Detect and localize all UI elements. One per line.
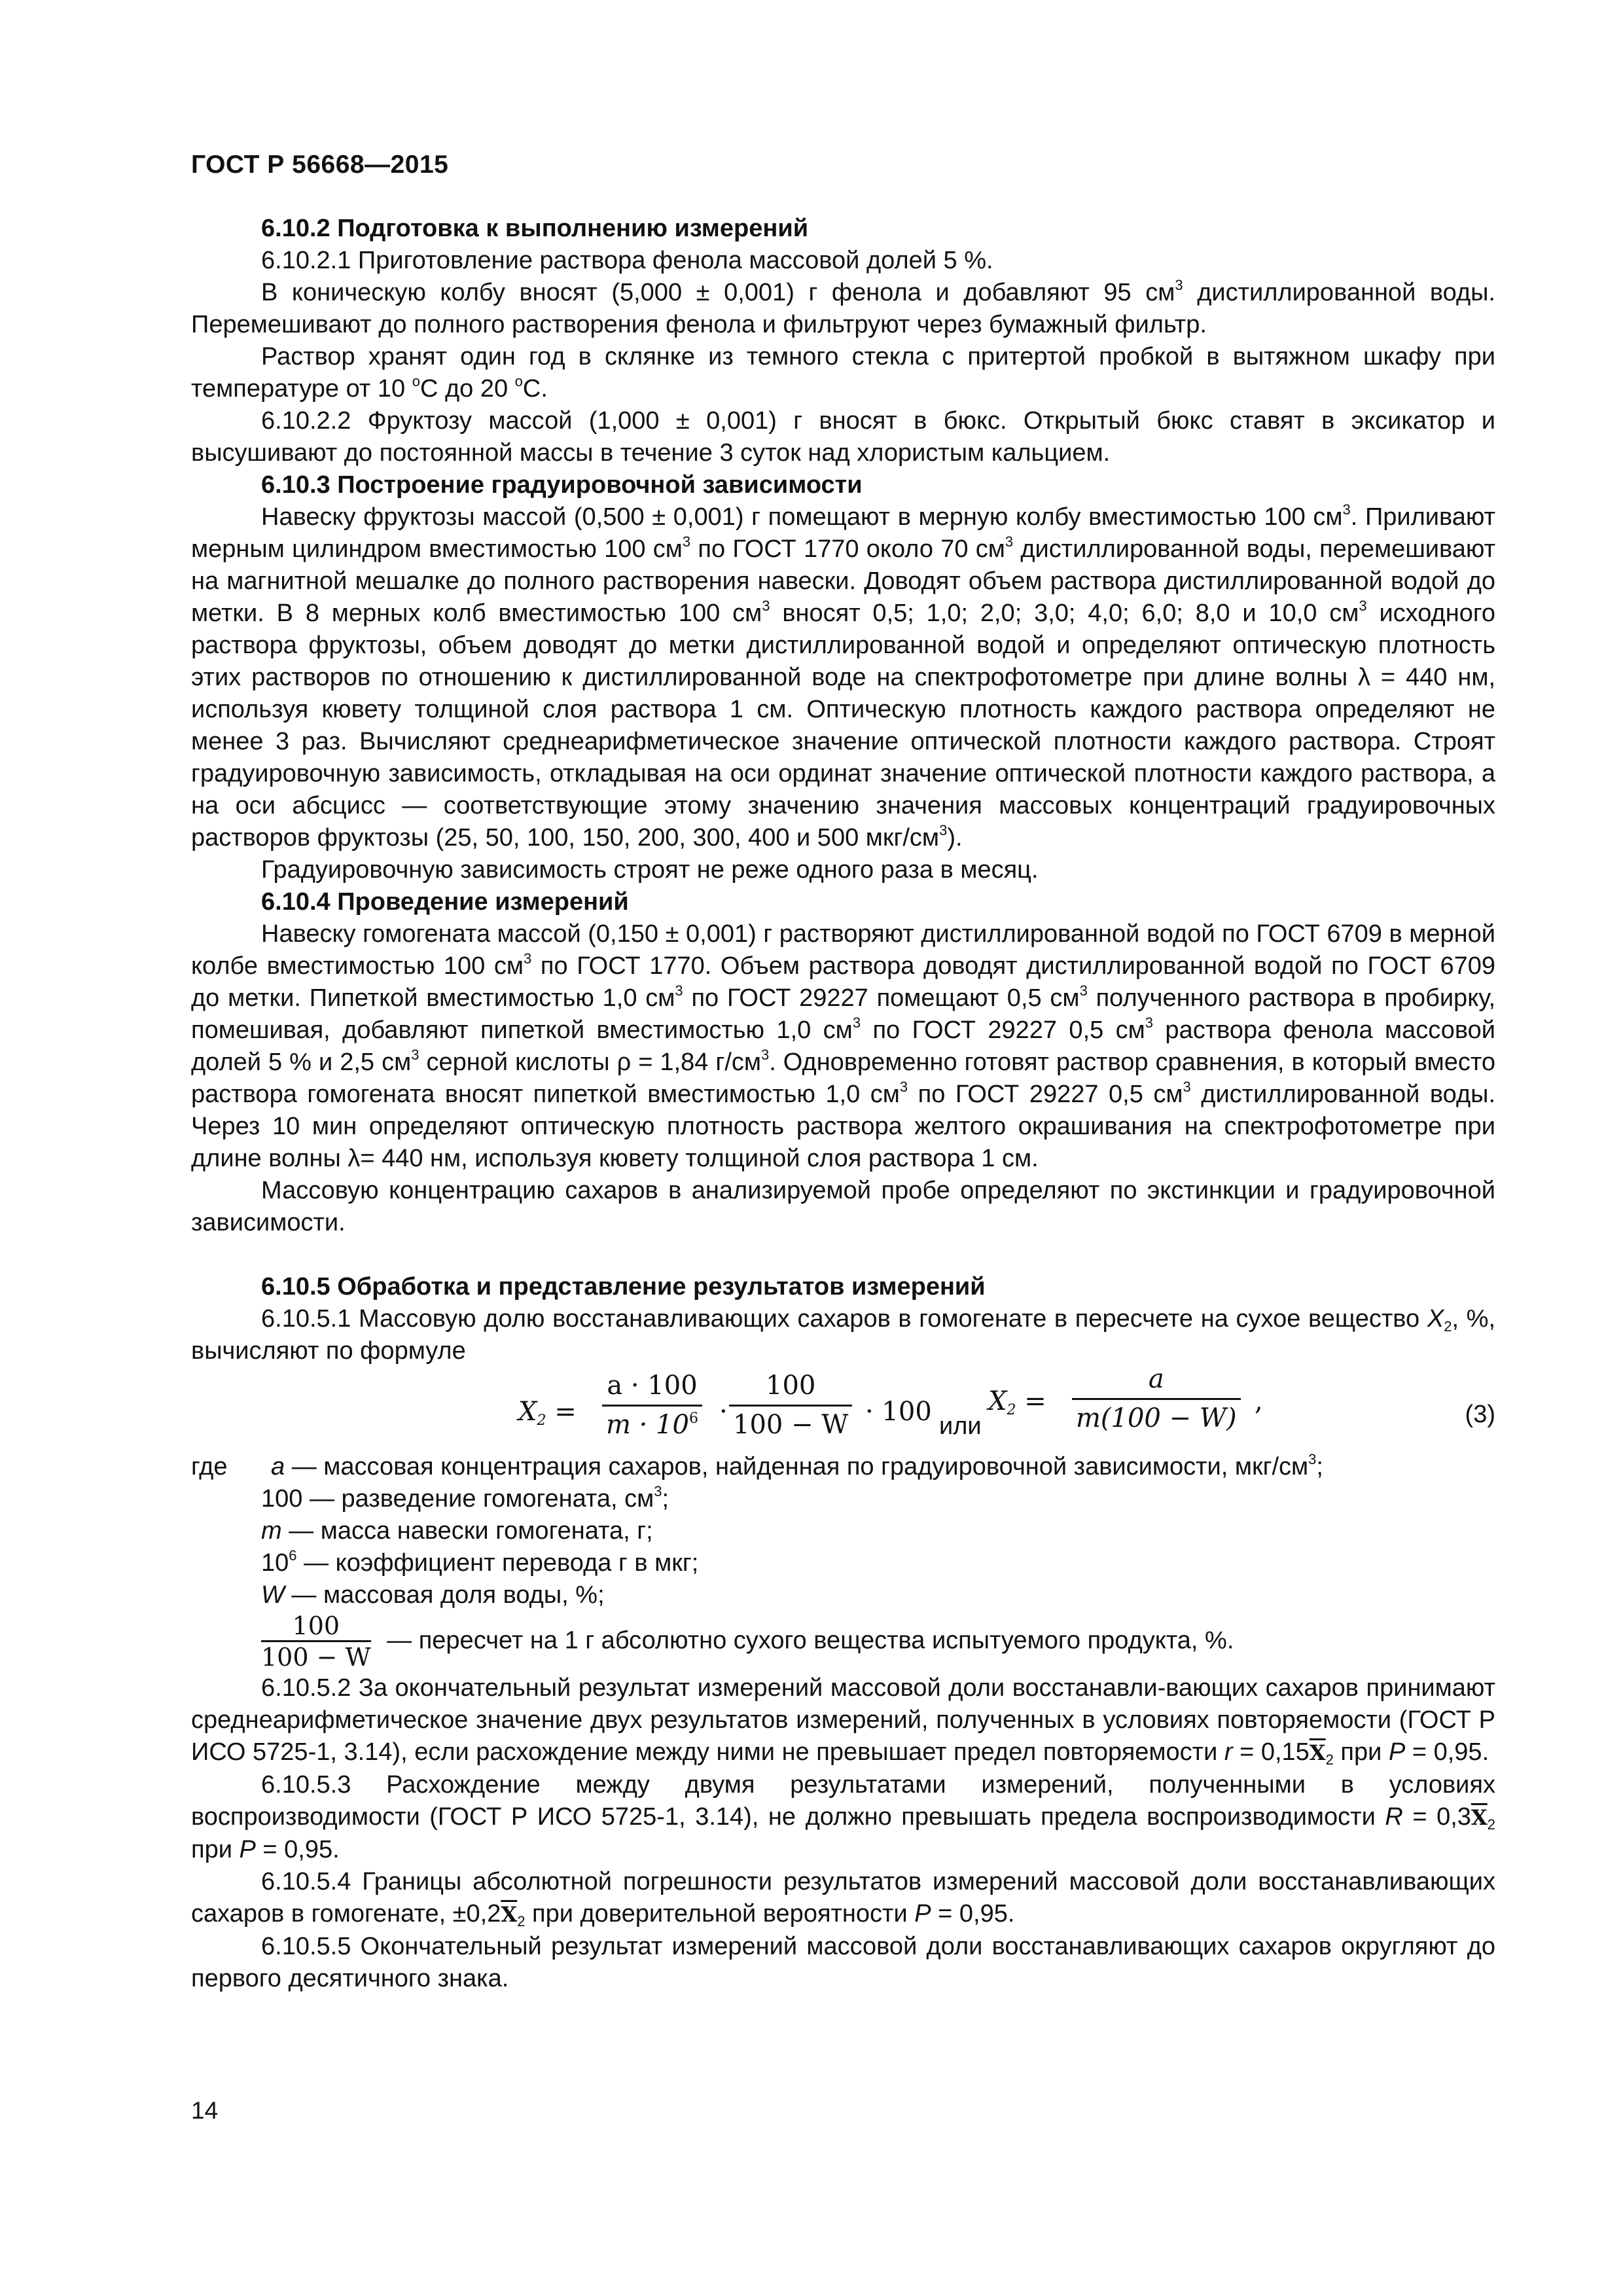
formula-times-100: · 100 xyxy=(865,1397,932,1427)
where-item-w: W — массовая доля воды, %; xyxy=(261,1581,605,1609)
paragraph-calibration: Навеску фруктозы массой (0,500 ± 0,001) г помещают в мерную колбу вместимостью 100 $см^3$. Приливают мерным цилиндром вместимостью 100 $см^3$ по ГОСТ 1770 около 70 $см^3$ дистиллированной воды, перемешивают на магнитной мешалке до полного растворения навески. Доводят объем раствора дистиллированной водой до метки. В 8 мерных колб вместимостью 100 $см^3$ вносят 0,5; 1,0; 2,0; 3,0; 4,0; 6,0; 8,0 и 10,0 $см^3$ исходного раствора фруктозы, объем доводят до метки дистиллированной водой и определяют оптическую плотность этих растворов по отношению к дистиллированной воде на спектрофотометре при длине волны λ = 440 нм, используя кювету толщиной слоя раствора 1 см. Оптическую плотность каждого раствора определяют не менее 3 раз. Вычисляют среднеарифметическое значение оптической плотности каждого раствора. Строят градуировочную зависимость, откладывая на оси ординат значение оптической плотности каждого раствора, а на оси абсцисс — соответствующие этому значению значения массовых концентраций градуировочных растворов фруктозы (25, 50, 100, 150, 200, 300, 400 и 500 мкг/$см^3$). xyxy=(191,501,1496,852)
formula-3 xyxy=(191,1364,1495,1447)
paragraph-phenol-solution: В коническую колбу вносят (5,000 ± 0,001) г фенола и добавляют 95 $см^3$ дистиллированной воды. Перемешивают до полного растворения фенола и фильтруют через бумажный фильтр. xyxy=(191,277,1495,338)
formula-dot: · xyxy=(719,1397,728,1427)
paragraph-6-10-5-3: 6.10.5.3 Расхождение между двумя результатами измерений, полученными в условиях воспроизводимости (ГОСТ Р ИСО 5725-1, 3.14), не должно превышать предела воспроизводимости $R = 0,3\overline{X}_2$ при P = 0,95. xyxy=(191,1771,1495,1863)
paragraph-measurement: Навеску гомогената массой (0,150 ± 0,001) г растворяют дистиллированной водой по ГОСТ 6709 в мерной колбе вместимостью 100 $см^3$ по ГОСТ 1770. Объем раствора доводят дистиллированной водой по ГОСТ 6709 до метки. Пипеткой вместимостью 1,0 $см^3$ по ГОСТ 29227 помещают 0,5 $см^3$ полученного раствора в пробирку, помешивая, добавляют пипеткой вместимостью 1,0 $см^3$ по ГОСТ 29227 0,5 $см^3$ раствора фенола массовой долей 5 % и 2,5 $см^3$ серной кислоты ρ = 1,84 $г/см^3$. Одновременно готовят раствор сравнения, в который вместо раствора гомогената вносят пипеткой вместимостью 1,0 $см^3$ по ГОСТ 29227 0,5 $см^3$ дистиллированной воды. Через 10 мин определяют оптическую плотность раствора желтого окрашивания на спектрофотометре при длине волны λ= 440 нм, используя кювету толщиной слоя раствора 1 см. xyxy=(191,920,1495,1172)
paragraph-6-10-5-4: 6.10.5.4 Границы абсолютной погрешности результатов измерений массовой доли восстанавливающих сахаров в гомогенате, $\pm 0,2\overline{X}_2$ при доверительной вероятности P = 0,95. xyxy=(191,1868,1495,1929)
section-heading-6-10-3: 6.10.3 Построение градуировочной зависимости xyxy=(261,471,863,499)
paragraph-sugar-concentration: Массовую концентрацию сахаров в анализируемой пробе определяют по экстинкции и градуировочной зависимости. xyxy=(191,1177,1495,1236)
paragraph-6-10-2-2: 6.10.2.2 Фруктозу массой (1,000 ± 0,001) г вносят в бюкс. Открытый бюкс ставят в эксикатор и высушивают до постоянной массы в течение 3 суток над хлористым кальцием. xyxy=(191,407,1495,467)
formula-number: (3) xyxy=(1465,1401,1495,1428)
paragraph-6-10-5-5: 6.10.5.5 Окончательный результат измерений массовой доли восстанавливающих сахаров округляют до первого десятичного знака. xyxy=(191,1933,1495,1992)
paragraph-storage: Раствор хранят один год в склянке из темного стекла с притертой пробкой в вытяжном шкафу при температуре от 10 $^о$С до 20 $^о$С. xyxy=(191,343,1495,403)
document-id: ГОСТ Р 56668—2015 xyxy=(191,151,449,179)
formula-or-word: или xyxy=(939,1412,982,1440)
section-heading-6-10-5: 6.10.5 Обработка и представление результатов измерений xyxy=(261,1273,986,1300)
where-item-10e6: $10^6$ — коэффициент перевода г в мкг; xyxy=(261,1547,699,1577)
formula-comma: , xyxy=(1255,1386,1263,1416)
page-number: 14 xyxy=(191,2097,219,2124)
where-item-m: m — масса навески гомогената, г; xyxy=(261,1517,653,1545)
paragraph-6-10-5-1: 6.10.5.1 Массовую долю восстанавливающих сахаров в гомогенате в пересчете на сухое вещество $X_2$, %, вычисляют по формуле xyxy=(191,1305,1495,1365)
paragraph-6-10-2-1: 6.10.2.1 Приготовление раствора фенола массовой долей 5 %. xyxy=(261,247,993,274)
section-heading-6-10-2: 6.10.2 Подготовка к выполнению измерений xyxy=(261,215,809,242)
paragraph-calibration-frequency: Градуировочную зависимость строят не реже одного раза в месяц. xyxy=(261,856,1039,884)
formula-fraction-3: $\frac{a}{m(100 - W)}$ xyxy=(1072,1363,1241,1435)
where-item-fraction: $\frac{100}{100 - W}$ — пересчет на 1 г абсолютно сухого вещества испытуемого продукта, %. xyxy=(261,1611,1234,1672)
paragraph-6-10-5-2: 6.10.5.2 За окончательный результат измерений массовой доли восстанавли-вающих сахаров принимают среднеарифметическое значение двух результатов измерений, полученных в условиях повторяемости (ГОСТ Р ИСО 5725-1, 3.14), если расхождение между ними не превышает предел повторяемости $r = 0,15\overline{X}_2$ при P = 0,95. xyxy=(191,1674,1495,1768)
formula-lhs-2: $X_2$ = xyxy=(988,1386,1046,1418)
where-item-100: 100 — разведение гомогената, $см^3$; xyxy=(261,1483,669,1513)
formula-lhs: $X_2$ = xyxy=(518,1397,577,1429)
section-heading-6-10-4: 6.10.4 Проведение измерений xyxy=(261,888,629,916)
where-item-a: где a — массовая концентрация сахаров, найденная по градуировочной зависимости, мкг/$см^3$; xyxy=(191,1451,1323,1480)
formula-fraction-1: $\frac{a \cdot 100}{m \cdot 10^6}$ xyxy=(602,1370,702,1441)
formula-fraction-2: $\frac{100}{100 - W}$ xyxy=(729,1370,852,1441)
document-body xyxy=(191,213,1495,1995)
dry-matter-fraction: $\frac{100}{100 - W}$ xyxy=(261,1611,371,1672)
